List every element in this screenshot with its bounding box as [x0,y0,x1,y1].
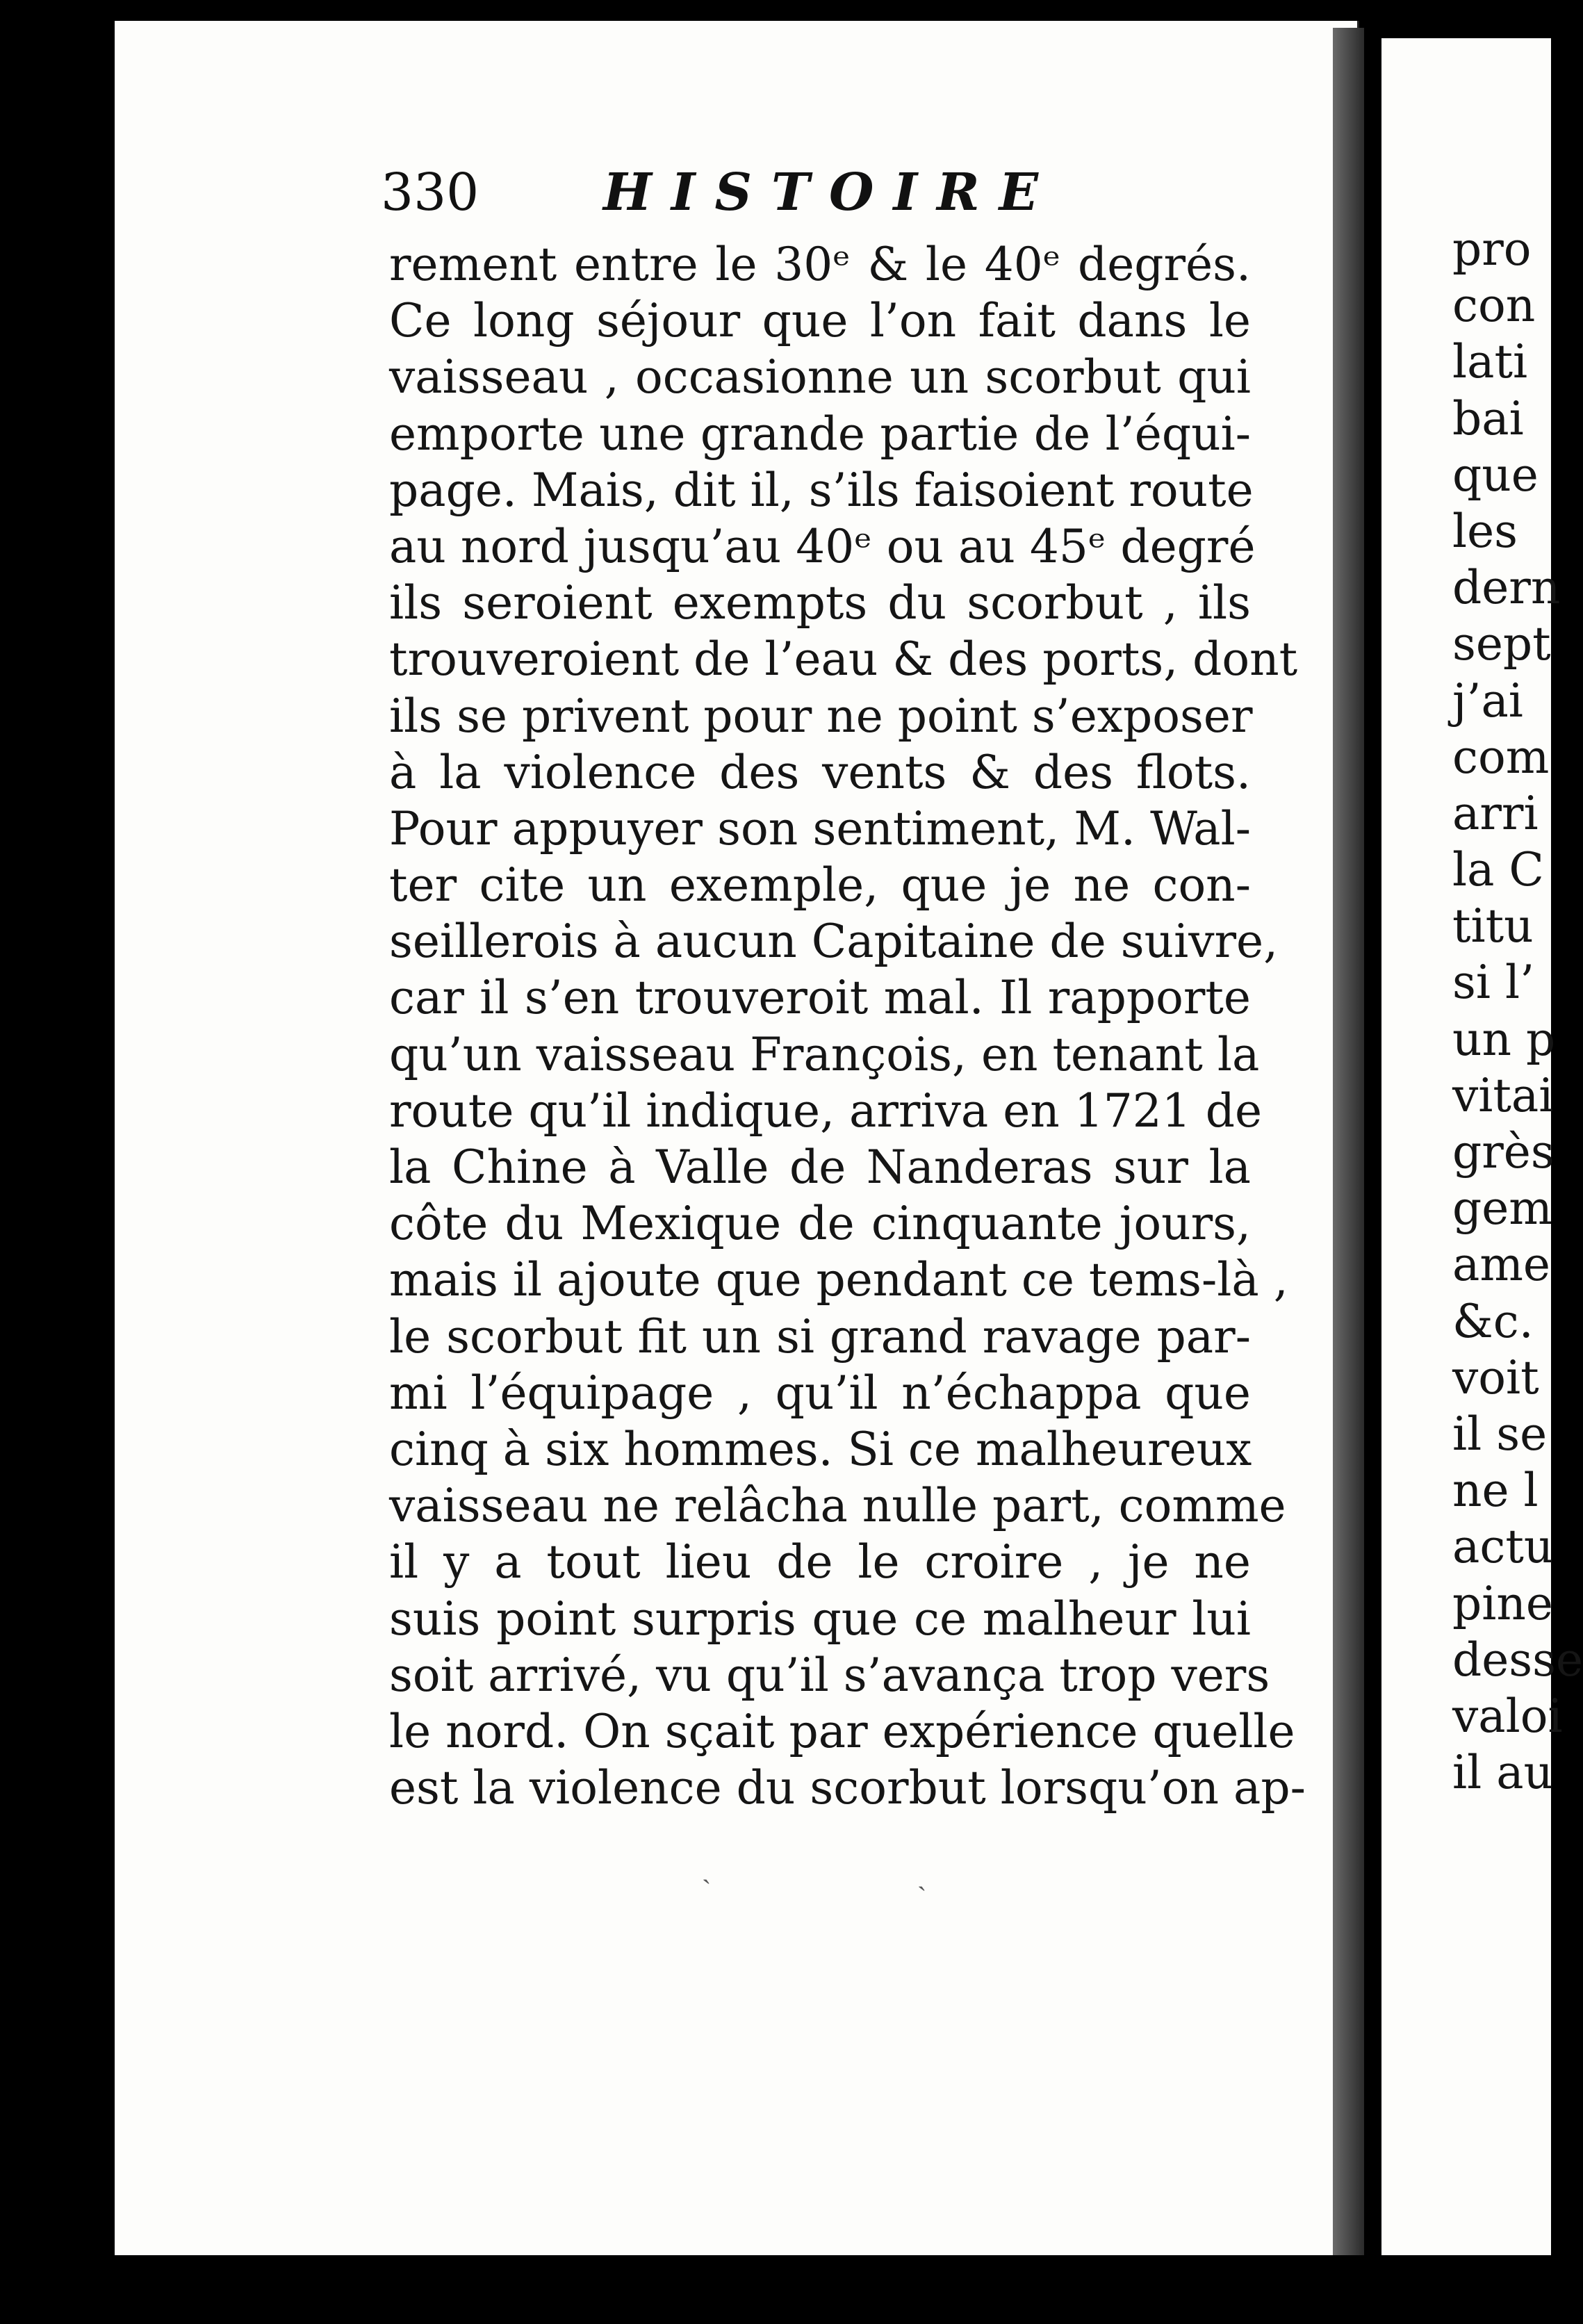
facing-page-line: dern [1452,561,1561,615]
text-line: seillerois à aucun Capitaine de suivre, [389,915,1279,969]
text-line: la Chine à Valle de Nanderas sur la [389,1140,1251,1194]
text-line: le scorbut fit un si grand ravage par- [389,1309,1251,1364]
facing-page-line: si l’ [1452,956,1535,1010]
text-line: rement entre le 30ᵉ & le 40ᵉ degrés. [389,238,1251,291]
facing-page-line: voit [1452,1350,1539,1405]
facing-page-line: &c. [1452,1294,1534,1348]
facing-page-line: que [1452,448,1539,502]
facing-page-line: actu [1452,1520,1554,1574]
text-line: page. Mais, dit il, s’ils faisoient route [389,463,1254,517]
text-line: suis point surpris que ce malheur lui [389,1591,1251,1646]
text-line: trouveroient de l’eau & des ports, dont [389,632,1298,687]
facing-page-line: pro [1452,222,1532,276]
text-line: mais il ajoute que pendant ce tems-là , [389,1253,1288,1307]
text-line: vaisseau ne relâcha nulle part, comme [389,1479,1286,1533]
text-line: mi l’équipage , qu’il n’échappa que [389,1366,1251,1420]
body-text [389,236,1306,1816]
facing-page-line: arri [1452,786,1539,840]
facing-page-line: la C [1452,843,1544,897]
text-line: le nord. On sçait par expérience quelle [389,1704,1295,1758]
text-line: ils seroient exempts du scorbut , ils [389,576,1251,630]
facing-page-line: les [1452,504,1518,558]
facing-page-line: valoi [1452,1689,1563,1743]
text-line: car il s’en trouveroit mal. Il rapporte [389,971,1251,1025]
text-line: ter cite un exemple, que je ne con- [389,858,1251,913]
text-line: route qu’il indique, arriva en 1721 de [389,1083,1262,1138]
text-line: cinq à six hommes. Si ce malheureux [389,1422,1252,1476]
text-line: vaisseau , occasionne un scorbut qui [389,350,1251,404]
facing-page-line: gem [1452,1181,1552,1236]
text-line: soit arrivé, vu qu’il s’avança trop vers [389,1648,1270,1702]
gutter-shadow [1333,28,1364,2259]
text-line: est la violence du scorbut lorsqu’on ap- [389,1761,1306,1815]
facing-page-line: sept [1452,617,1551,671]
running-head [381,161,1242,224]
facing-page-line: un p [1452,1012,1556,1066]
facing-page-line: lati [1452,335,1528,389]
facing-page-line: con [1452,279,1536,333]
facing-page-text [1452,221,1583,1801]
text-line: qu’un vaisseau François, en tenant la [389,1027,1260,1081]
facing-page-line: com [1452,730,1550,784]
facing-page-line: vitai [1452,1068,1554,1122]
text-line: emporte une grande partie de l’équi- [389,407,1251,461]
facing-page-line: il se [1452,1407,1548,1461]
facing-page-line: ame [1452,1238,1550,1292]
text-line: il y a tout lieu de le croire , je ne [389,1535,1251,1589]
text-line: Ce long séjour que l’on fait dans le [389,294,1251,348]
facing-page-line: j’ai [1452,673,1523,728]
text-line: au nord jusqu’au 40ᵉ ou au 45ᵉ degré [389,519,1256,573]
text-line: côte du Mexique de cinquante jours, [389,1197,1251,1251]
facing-page-line: desse [1452,1632,1583,1687]
stray-mark: ˏ [702,1853,712,1885]
facing-page-line: bai [1452,391,1524,445]
text-line: ils se privent pour ne point s’exposer [389,689,1253,743]
text-line: Pour appuyer son sentiment, M. Wal- [389,801,1251,856]
stray-mark: ˏ [917,1860,927,1892]
running-head-title: HISTOIRE [603,163,1058,222]
facing-page-line: il au [1452,1746,1554,1800]
facing-page-line: ne l [1452,1464,1539,1518]
page-number: 330 [381,163,479,222]
text-line: à la violence des vents & des flots. [389,745,1251,799]
scan-border [0,2255,1551,2324]
facing-page-line: pine [1452,1576,1553,1630]
facing-page-line: grès [1452,1125,1555,1179]
facing-page-line: titu [1452,899,1534,954]
